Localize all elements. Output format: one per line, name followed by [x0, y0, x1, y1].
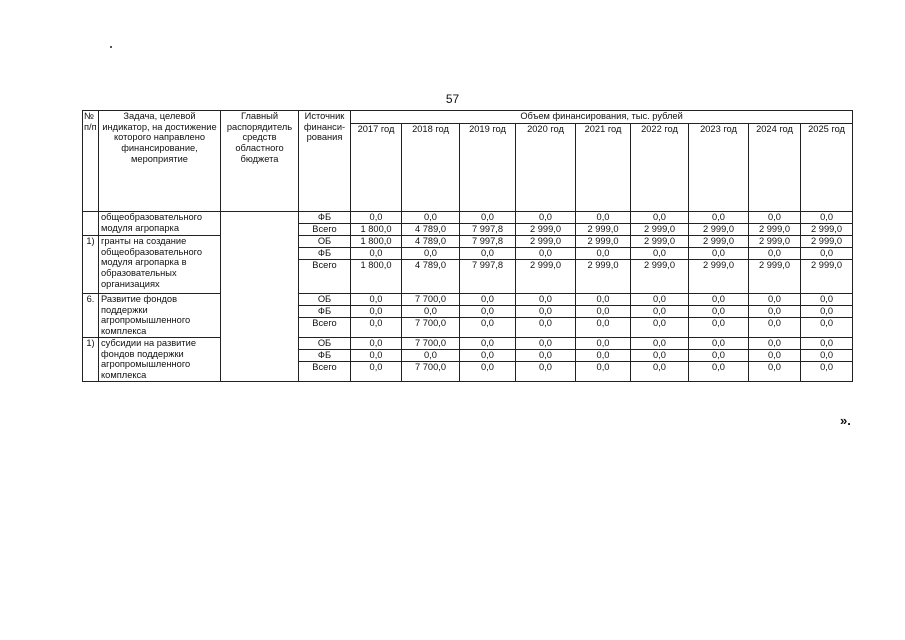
task-text: субсидии на развитие фондов поддержки агропромышленного комплекса: [99, 338, 221, 382]
funding-table: [82, 110, 853, 382]
value-cell: 2 999,0: [801, 236, 853, 248]
header-year: 2023 год: [689, 124, 749, 212]
value-cell: 0,0: [801, 212, 853, 224]
header-task: Задача, целевой индикатор, на достижение которого направлено финансирование, мероприятие: [99, 111, 221, 212]
header-source: Источник финанси-рования: [299, 111, 351, 212]
value-cell: 2 999,0: [516, 236, 576, 248]
value-cell: 4 789,0: [402, 224, 460, 236]
value-cell: 0,0: [689, 212, 749, 224]
funding-table-container: [82, 110, 852, 382]
table-row: [83, 212, 853, 224]
value-cell: 0,0: [576, 362, 631, 382]
value-cell: 0,0: [516, 294, 576, 306]
value-cell: 0,0: [576, 306, 631, 318]
value-cell: 0,0: [576, 338, 631, 350]
value-cell: 2 999,0: [689, 236, 749, 248]
value-cell: 0,0: [689, 362, 749, 382]
value-cell: 2 999,0: [749, 236, 801, 248]
value-cell: 1 800,0: [351, 224, 402, 236]
value-cell: 0,0: [749, 350, 801, 362]
header-year: 2019 год: [460, 124, 516, 212]
value-cell: 0,0: [402, 350, 460, 362]
source-cell: ФБ: [299, 248, 351, 260]
value-cell: 0,0: [460, 362, 516, 382]
source-cell: ОБ: [299, 294, 351, 306]
value-cell: 2 999,0: [689, 224, 749, 236]
value-cell: 0,0: [749, 294, 801, 306]
value-cell: 2 999,0: [516, 260, 576, 294]
value-cell: 0,0: [460, 248, 516, 260]
table-row: [83, 236, 853, 248]
scan-speck: [110, 46, 112, 48]
value-cell: 2 999,0: [749, 224, 801, 236]
value-cell: 2 999,0: [576, 236, 631, 248]
value-cell: 0,0: [631, 362, 689, 382]
value-cell: 0,0: [689, 338, 749, 350]
value-cell: 0,0: [749, 248, 801, 260]
value-cell: 2 999,0: [749, 260, 801, 294]
value-cell: 0,0: [801, 350, 853, 362]
value-cell: 0,0: [749, 338, 801, 350]
header-year: 2025 год: [801, 124, 853, 212]
value-cell: 7 700,0: [402, 294, 460, 306]
task-text: Развитие фондов поддержки агропромышленного комплекса: [99, 294, 221, 338]
value-cell: 0,0: [460, 338, 516, 350]
value-cell: 0,0: [689, 318, 749, 338]
value-cell: 0,0: [351, 306, 402, 318]
value-cell: 0,0: [631, 350, 689, 362]
value-cell: 7 700,0: [402, 362, 460, 382]
value-cell: 0,0: [516, 350, 576, 362]
value-cell: 2 999,0: [576, 224, 631, 236]
value-cell: 0,0: [402, 212, 460, 224]
source-cell: Всего: [299, 318, 351, 338]
value-cell: 0,0: [576, 318, 631, 338]
value-cell: 2 999,0: [801, 260, 853, 294]
header-row-1: [83, 111, 853, 124]
value-cell: 0,0: [351, 350, 402, 362]
header-year: 2018 год: [402, 124, 460, 212]
source-cell: Всего: [299, 224, 351, 236]
row-number: 1): [83, 236, 99, 294]
value-cell: 0,0: [351, 248, 402, 260]
task-text: гранты на создание общеобразовательного модуля агропарка в образовательных организациях: [99, 236, 221, 294]
value-cell: 2 999,0: [631, 236, 689, 248]
table-row: [83, 294, 853, 306]
task-text: общеобразовательного модуля агропарка: [99, 212, 221, 236]
value-cell: 0,0: [631, 338, 689, 350]
value-cell: 0,0: [516, 362, 576, 382]
value-cell: 2 999,0: [689, 260, 749, 294]
value-cell: 0,0: [460, 318, 516, 338]
value-cell: 0,0: [689, 350, 749, 362]
header-manager: Главный распорядитель средств областного бюджета: [221, 111, 299, 212]
header-funding: Объем финансирования, тыс. рублей: [351, 111, 853, 124]
value-cell: 2 999,0: [801, 224, 853, 236]
value-cell: 0,0: [351, 294, 402, 306]
row-number: 6.: [83, 294, 99, 338]
value-cell: 0,0: [689, 248, 749, 260]
page-number: 57: [445, 92, 460, 106]
header-year: 2021 год: [576, 124, 631, 212]
value-cell: 0,0: [351, 212, 402, 224]
value-cell: 0,0: [460, 212, 516, 224]
value-cell: 0,0: [631, 318, 689, 338]
value-cell: 0,0: [801, 318, 853, 338]
value-cell: 7 997,8: [460, 236, 516, 248]
value-cell: 0,0: [689, 294, 749, 306]
value-cell: 1 800,0: [351, 236, 402, 248]
value-cell: 0,0: [749, 212, 801, 224]
header-no: № п/п: [83, 111, 99, 212]
value-cell: 0,0: [631, 306, 689, 318]
value-cell: 0,0: [801, 362, 853, 382]
value-cell: 2 999,0: [516, 224, 576, 236]
value-cell: 0,0: [801, 306, 853, 318]
value-cell: 0,0: [516, 338, 576, 350]
value-cell: 4 789,0: [402, 260, 460, 294]
value-cell: 0,0: [631, 294, 689, 306]
value-cell: 0,0: [749, 306, 801, 318]
value-cell: 0,0: [631, 212, 689, 224]
value-cell: 0,0: [460, 306, 516, 318]
value-cell: 0,0: [801, 294, 853, 306]
value-cell: 0,0: [801, 248, 853, 260]
value-cell: 0,0: [351, 362, 402, 382]
value-cell: 0,0: [576, 212, 631, 224]
value-cell: 2 999,0: [631, 224, 689, 236]
value-cell: 0,0: [749, 318, 801, 338]
manager-cell: [221, 212, 299, 382]
source-cell: ФБ: [299, 350, 351, 362]
value-cell: 1 800,0: [351, 260, 402, 294]
source-cell: ФБ: [299, 212, 351, 224]
header-year: 2022 год: [631, 124, 689, 212]
row-number: 1): [83, 338, 99, 382]
value-cell: 7 700,0: [402, 318, 460, 338]
closing-quote-mark: ».: [840, 413, 851, 428]
source-cell: Всего: [299, 260, 351, 294]
value-cell: 0,0: [351, 318, 402, 338]
value-cell: 0,0: [576, 294, 631, 306]
value-cell: 0,0: [516, 212, 576, 224]
value-cell: 7 997,8: [460, 260, 516, 294]
value-cell: 7 997,8: [460, 224, 516, 236]
value-cell: 0,0: [576, 248, 631, 260]
row-number: [83, 212, 99, 236]
header-year: 2024 год: [749, 124, 801, 212]
source-cell: ОБ: [299, 236, 351, 248]
value-cell: 7 700,0: [402, 338, 460, 350]
header-year: 2020 год: [516, 124, 576, 212]
table-row: [83, 338, 853, 350]
source-cell: Всего: [299, 362, 351, 382]
value-cell: 4 789,0: [402, 236, 460, 248]
value-cell: 0,0: [749, 362, 801, 382]
value-cell: 2 999,0: [576, 260, 631, 294]
value-cell: 0,0: [460, 350, 516, 362]
value-cell: 2 999,0: [631, 260, 689, 294]
value-cell: 0,0: [689, 306, 749, 318]
value-cell: 0,0: [576, 350, 631, 362]
value-cell: 0,0: [801, 338, 853, 350]
value-cell: 0,0: [631, 248, 689, 260]
source-cell: ФБ: [299, 306, 351, 318]
value-cell: 0,0: [402, 248, 460, 260]
value-cell: 0,0: [516, 318, 576, 338]
value-cell: 0,0: [460, 294, 516, 306]
value-cell: 0,0: [516, 306, 576, 318]
value-cell: 0,0: [351, 338, 402, 350]
value-cell: 0,0: [516, 248, 576, 260]
header-year: 2017 год: [351, 124, 402, 212]
source-cell: ОБ: [299, 338, 351, 350]
value-cell: 0,0: [402, 306, 460, 318]
